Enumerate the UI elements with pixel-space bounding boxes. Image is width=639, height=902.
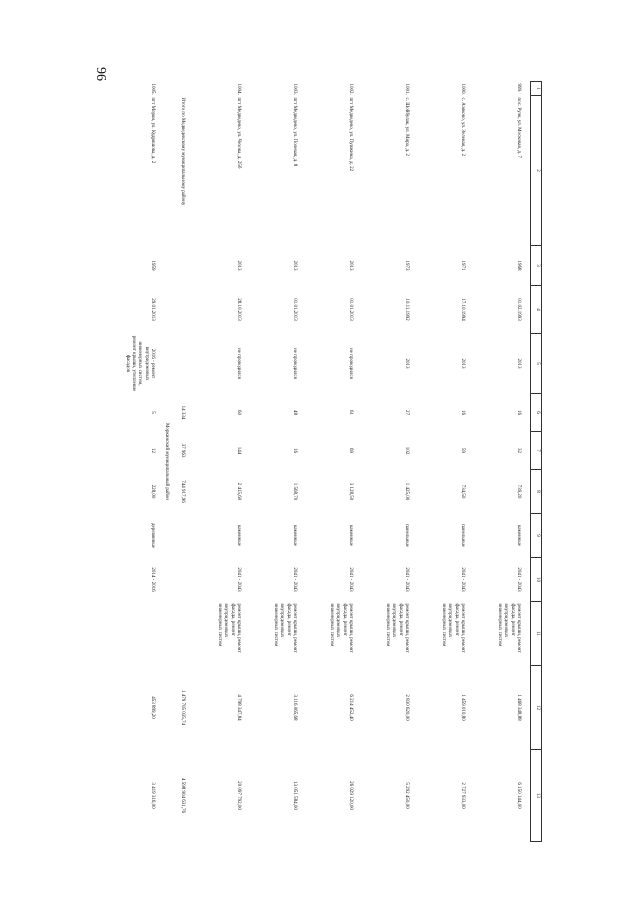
last-repair-cell: не проводился (292, 348, 297, 379)
cost-cell: 1 468 348,88 (516, 694, 521, 721)
district-total-row (170, 82, 186, 842)
col-6-cell: 48 (292, 410, 297, 415)
total-cost-cell: 3 419 316,00 (150, 782, 155, 809)
registration-date-cell: 01.01.2013 (292, 298, 297, 321)
cost-cell: 453 899,20 (150, 696, 155, 719)
total-cost-cell: 6 150 144,00 (516, 782, 521, 809)
col-7-cell: 69 (348, 448, 353, 453)
col-7-cell: 59 (460, 448, 465, 453)
wall-material-cell: панельные (460, 524, 465, 547)
address-cell: пгт Медведево, ул. Чехова, д. 25б (236, 97, 241, 169)
table-row (354, 82, 410, 842)
last-repair-cell: 2016 - ремонт внутридомовых инженерных систем, ремонт крыши, утепление фасадов (125, 335, 155, 392)
area-cell: 1 568,70 (292, 482, 297, 501)
year-built-cell: 1968 (516, 260, 521, 271)
repair-period-cell: 2041 - 2043 (404, 567, 409, 592)
cost-cell: 2 830 620,00 (404, 694, 409, 721)
column-number: 6 (531, 394, 542, 432)
column-number: 7 (531, 432, 542, 470)
area-cell: 2 415,60 (236, 482, 241, 501)
registration-date-cell: 29.01.2013 (150, 298, 155, 321)
total-label: Итого по Медведевскому муниципальному району (180, 97, 185, 206)
row-number: 1002. (348, 83, 353, 95)
repair-period-cell: 2041 - 2043 (292, 567, 297, 592)
last-repair-cell: не проводился (348, 348, 353, 379)
year-built-cell: 2013 (236, 260, 241, 271)
repair-period-cell: 2014 - 2016 (150, 567, 155, 592)
works-cell: ремонт крыши, ремонт фасада, ремонт внутридомовых инженерных систем (329, 603, 353, 653)
total-cost-cell: 13 051 584,00 (292, 781, 297, 810)
total-sum: 4 598 904 631,76 (180, 778, 185, 813)
row-number: 1001. (404, 83, 409, 95)
last-repair-cell: 2013 (516, 358, 521, 369)
year-built-cell: 1971 (460, 260, 465, 271)
section-heading-row (156, 82, 170, 842)
col-7-cell: 32 (516, 448, 521, 453)
works-cell: ремонт крыши, ремонт фасада, ремонт внутридомовых инженерных систем (385, 603, 409, 653)
address-cell: пгт Медведево, ул. Полевая, д. 8 (292, 97, 297, 167)
address-cell: пгт Медведево, ул. Пушкина, д. 22 (348, 97, 353, 172)
total-col-6: 14 334 (180, 405, 185, 420)
table-row (466, 82, 522, 842)
total-cost-cell: 20 097 792,00 (236, 781, 241, 810)
total-cost-cell: 26 029 120,00 (348, 781, 353, 810)
cost-cell: 4 798 347,84 (236, 694, 241, 721)
col-6-cell: 16 (460, 410, 465, 415)
housing-register-table (100, 81, 542, 842)
column-number: 5 (531, 334, 542, 394)
column-number: 9 (531, 514, 542, 558)
wall-material-cell: каменные (292, 525, 297, 546)
total-col-7: 37 963 (180, 443, 185, 458)
area-cell: 3 128,50 (348, 482, 353, 501)
total-area: 744 917,96 (180, 480, 185, 503)
repair-period-cell: 2041 - 2043 (348, 567, 353, 592)
works-cell (100, 602, 156, 666)
registration-date-cell: 01.01.2013 (348, 298, 353, 321)
address-cell: пос. Руэк, ул. Московая, д. 7 (516, 97, 521, 158)
column-number: 13 (531, 750, 542, 842)
wall-material-cell: каменные (516, 525, 521, 546)
col-7-cell: 12 (150, 448, 155, 453)
total-cost: 1 479 705 035,74 (180, 690, 185, 725)
column-number: 11 (531, 602, 542, 666)
year-built-cell: 1973 (404, 260, 409, 271)
last-repair-cell: не проводился (236, 348, 241, 379)
wall-material-cell: каменные (236, 525, 241, 546)
col-6-cell: 5 (150, 411, 155, 414)
repair-period-cell: 2041 - 2043 (460, 567, 465, 592)
address-cell: с. Азяково, ул. Зеленая, д. 2 (460, 97, 465, 157)
year-built-cell: 2013 (292, 260, 297, 271)
wall-material-cell: каменные (348, 525, 353, 546)
cost-cell: 1 459 010,80 (460, 694, 465, 721)
registration-date-cell: 10.11.1992 (404, 298, 409, 321)
registration-date-cell: 17.10.1994 (460, 298, 465, 321)
total-cost-cell: 2 727 933,00 (460, 782, 465, 809)
area-cell: 739,20 (516, 484, 521, 499)
col-6-cell: 16 (516, 410, 521, 415)
table-row (100, 82, 156, 842)
row-number: 1005. (150, 83, 155, 95)
col-6-cell: 60 (236, 410, 241, 415)
table-row (186, 82, 242, 842)
table-row (242, 82, 298, 842)
table-row (410, 82, 466, 842)
table-body (100, 82, 542, 842)
cost-cell: 6 214 452,40 (348, 694, 353, 721)
col-7-cell: 144 (236, 446, 241, 455)
row-number: 1003. (292, 83, 297, 95)
col-6-cell: 61 (348, 410, 353, 415)
address-cell: пгт Морки, ул. Кудряшова, д. 2 (150, 97, 155, 164)
column-number: 4 (531, 286, 542, 334)
page-number: 96 (93, 67, 108, 81)
year-built-cell: 2013 (348, 260, 353, 271)
registration-date-cell: 01.02.1993 (516, 298, 521, 321)
column-number: 12 (531, 666, 542, 750)
total-cost-cell: 5 292 450,00 (404, 782, 409, 809)
last-repair-cell: 2013 (404, 358, 409, 369)
wall-material-cell: панельные (404, 524, 409, 547)
col-7-cell: 102 (404, 446, 409, 455)
wall-material-cell: деревянные (150, 522, 155, 548)
column-number: 2 (531, 96, 542, 246)
repair-period-cell: 2041 - 2043 (516, 567, 521, 592)
address-cell: с. Шойбулак, ул. Мира, д. 2 (404, 97, 409, 156)
area-cell: 734,50 (460, 484, 465, 499)
col-7-cell: 16 (292, 448, 297, 453)
year-built-cell: 1959 (150, 260, 155, 271)
works-cell: ремонт крыши, ремонт фасада, ремонт внутридомовых инженерных систем (217, 603, 241, 653)
spacer-row (522, 82, 531, 842)
table-row (298, 82, 354, 842)
area-cell: 1 425,00 (404, 482, 409, 501)
rotated-page (112, 81, 542, 841)
column-number: 1 (531, 82, 542, 96)
column-number: 10 (531, 558, 542, 602)
row-number: 1000. (460, 83, 465, 95)
column-number: 8 (531, 470, 542, 514)
last-repair-cell: 2013 (460, 358, 465, 369)
works-cell: ремонт крыши, ремонт фасада, ремонт внутридомовых инженерных систем (441, 603, 465, 653)
cost-cell: 3 116 065,68 (292, 694, 297, 721)
registration-date-cell: 28.10.2013 (236, 298, 241, 321)
repair-period-cell: 2041 - 2043 (236, 567, 241, 592)
row-number: 999. (516, 83, 521, 93)
area-cell: 228,00 (150, 484, 155, 499)
works-cell: ремонт крыши, ремонт фасада, ремонт внутридомовых инженерных систем (273, 603, 297, 653)
column-number-row (531, 82, 542, 842)
works-cell: ремонт крыши, ремонт фасада, ремонт внутридомовых инженерных систем (497, 603, 521, 653)
col-6-cell: 27 (404, 410, 409, 415)
row-number: 1004. (236, 83, 241, 95)
column-number: 3 (531, 246, 542, 286)
section-heading: Моркинский муниципальный район (164, 423, 169, 500)
